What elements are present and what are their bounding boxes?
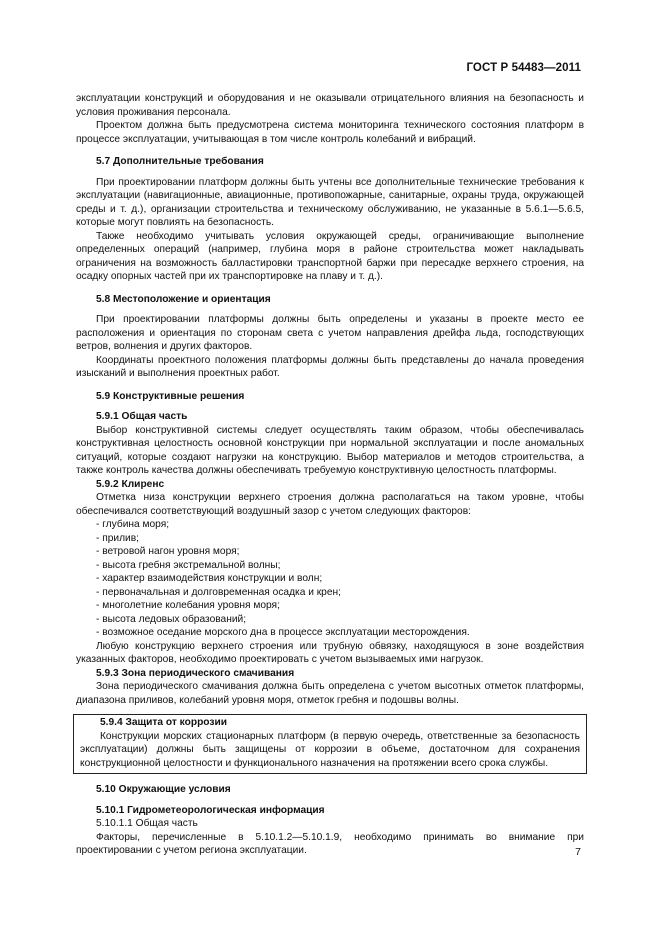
section-heading-5-8: 5.8 Местоположение и ориентация — [96, 293, 271, 305]
list-item: - возможное оседание морского дна в процессе эксплуатации месторождения. — [96, 627, 470, 638]
clause-heading-5-10-1-1: 5.10.1.1 Общая часть — [96, 818, 198, 829]
list-item: - высота гребня экстремальной волны; — [96, 559, 281, 571]
list-item: - первоначальная и долговременная осадка и крен; — [96, 586, 341, 598]
paragraph: Проектом должна быть предусмотрена система мониторинга технического состояния платформ в процессе эксплуатации, учитывающая в том числе контроль колебаний и вибраций. — [76, 120, 584, 145]
section-heading-5-9: 5.9 Конструктивные решения — [96, 390, 245, 402]
list-item: - глубина моря; — [96, 519, 170, 530]
paragraph: Факторы, перечисленные в 5.10.1.2—5.10.1.9, необходимо принимать во внимание при проектировании с учетом региона эксплуатации. — [76, 831, 584, 856]
section-heading-5-10: 5.10 Окружающие условия — [96, 784, 231, 795]
section-heading-5-7: 5.7 Дополнительные требования — [96, 156, 264, 167]
page-number: 7 — [575, 846, 581, 858]
list-item: - высота ледовых образований; — [96, 613, 247, 625]
list-item: - многолетние колебания уровня моря; — [96, 600, 280, 611]
subsection-heading-5-9-3: 5.9.3 Зона периодического смачивания — [96, 667, 295, 679]
paragraph: При проектировании платформ должны быть учтены все дополнительные технические требования к эксплуатации (навигационные, авиационные, противопожарные, санитарные, охраны труда, окружающей среды и т. д.), организации строительства и техническому обслуживанию, не указанные в 5.6.1—5.6.5, которые могут повлиять на безопасность. — [76, 176, 584, 228]
paragraph: эксплуатации конструкций и оборудования и не оказывали отрицательного влияния на безопасность и условия проживания персонала. — [76, 93, 584, 118]
list-item: - характер взаимодействия конструкции и волн; — [96, 573, 323, 584]
paragraph: Координаты проектного положения платформы должны быть представлены до начала проведения изысканий и выполнения проектных работ. — [76, 354, 584, 379]
subsection-heading-5-9-4: 5.9.4 Защита от коррозии — [100, 717, 227, 728]
paragraph: Конструкции морских стационарных платформ (в первую очередь, ответственные за безопасность эксплуатации) должны быть защищены от коррозии в объеме, достаточном для сохранения конструкционной целостности и функционального назначения на протяжении всего срока службы. — [80, 730, 580, 769]
factors-list — [76, 518, 584, 640]
document-code: ГОСТ Р 54483—2011 — [466, 62, 581, 74]
paragraph: Также необходимо учитывать условия окружающей среды, ограничивающие выполнение определенных операций (например, глубина моря в районе строительства может накладывать ограничения на возможность балластировки транспортной баржи при пересадке верхнего строения, на осадку опорных частей при их транспортировке на плаву и т. д.). — [76, 230, 584, 282]
amendment-box — [73, 714, 587, 774]
list-item: - ветровой нагон уровня моря; — [96, 546, 240, 557]
document-body — [76, 92, 584, 858]
subsection-heading-5-10-1: 5.10.1 Гидрометеорологическая информация — [96, 804, 325, 816]
subsection-heading-5-9-2: 5.9.2 Клиренс — [96, 478, 165, 490]
paragraph: Любую конструкцию верхнего строения или трубную обвязку, находящуюся в зоне воздействия указанных факторов, необходимо проектировать с учетом вызываемых ими нагрузок. — [76, 640, 584, 665]
paragraph: Выбор конструктивной системы следует осуществлять таким образом, чтобы обеспечивалась конструктивная целостность основной конструкции при нормальной эксплуатации и после аномальных ситуаций, которые создают нагрузки на конструкцию. Выбор материалов и методов строительства, а также контроль качества должны обеспечивать требуемую конструктивную целостность платформы. — [76, 424, 584, 476]
list-item: - прилив; — [96, 532, 139, 544]
paragraph: Зона периодического смачивания должна быть определена с учетом высотных отметок платформы, диапазона приливов, колебаний уровня моря, отметок гребня и подошвы волны. — [76, 681, 584, 706]
subsection-heading-5-9-1: 5.9.1 Общая часть — [96, 411, 188, 422]
paragraph: Отметка низа конструкции верхнего строения должна располагаться на таком уровне, чтобы обеспечивался соответствующий воздушный зазор с учетом следующих факторов: — [76, 492, 584, 517]
paragraph: При проектировании платформы должны быть определены и указаны в проекте место ее расположения и ориентация по сторонам света с учетом направления дрейфа льда, господствующих ветров, волнения и других факторов. — [76, 314, 584, 352]
